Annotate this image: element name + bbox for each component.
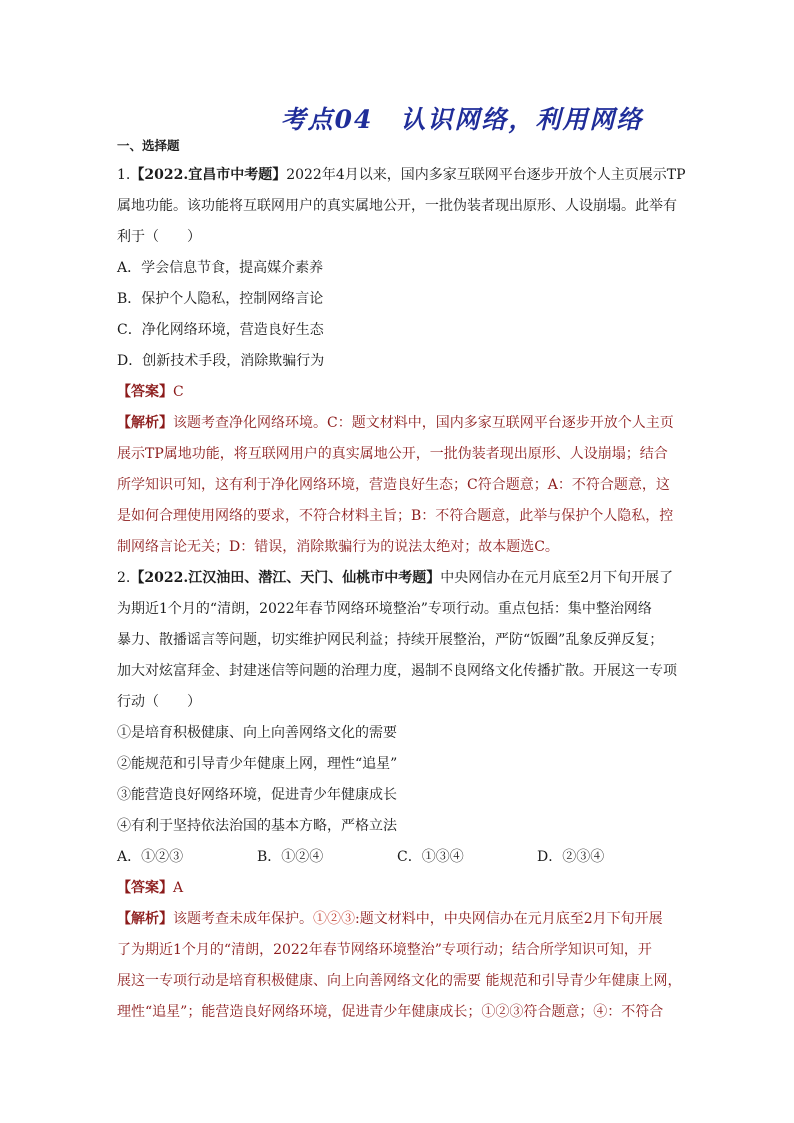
document-body [117,136,686,1028]
q2-options-row [117,842,677,873]
q2-option-c: C．①③④ [397,849,464,865]
q2-analysis-intro: 该题考查未成年保护。 [173,911,313,927]
q2-analysis-tag: 【解析】 [117,911,173,927]
section-heading: 一、选择题 [117,138,180,153]
q2-analysis-text-1: :题文材料中，中央网信办在元月底至2月下旬开展 [355,911,663,927]
q1-number: 1. [117,167,131,183]
q1-option-a: A．学会信息节食，提高媒介素养 [117,260,324,276]
q1-analysis-line-4: 是如何合理使用网络的要求，不符合材料主旨；B：不符合题意，此举与保护个人隐私，控 [117,508,674,524]
q2-stem-line-2: 为期近1个月的“清朗，2022年春节网络环境整治”专项行动。重点包括：集中整治网络 [117,601,652,617]
q2-item-4: ④有利于坚持依法治国的基本方略，严格立法 [117,818,397,834]
q2-stem-text-1: 中央网信办在元月底至2月下旬开展了 [440,570,674,586]
q2-item-3: ③能营造良好网络环境，促进青少年健康成长 [117,787,397,803]
q2-source: 【2022.江汉油田、潜江、天门、仙桃市中考题】 [130,570,441,586]
page-title: 考点04 认识网络，利用网络 [280,105,644,134]
q2-option-d: D．②③④ [537,849,605,865]
q1-option-c: C．净化网络环境，营造良好生态 [117,322,324,338]
q1-stem-text-1: 2022年4月以来，国内多家互联网平台逐步开放个人主页展示TP [286,167,686,183]
q2-analysis-line-2: 了为期近1个月的“清朗，2022年春节网络环境整治”专项行动；结合所学知识可知，开 [117,942,652,958]
q1-analysis-text-1: 该题考查净化网络环境。C：题文材料中，国内多家互联网平台逐步开放个人主页 [173,415,674,431]
q2-item-1: ①是培育积极健康、向上向善网络文化的需要 [117,725,397,741]
q1-analysis-line-3: 所学知识可知，这有利于净化网络环境，营造良好生态；C符合题意；A：不符合题意，这 [117,477,670,493]
q2-analysis-line-1 [117,904,677,935]
q1-source: 【2022.宜昌市中考题】 [130,167,287,183]
q1-option-b: B．保护个人隐私，控制网络言论 [117,291,324,307]
q1-answer [117,377,677,408]
q2-number: 2. [117,570,131,586]
q2-answer [117,873,677,904]
q2-stem-line-4: 加大对炫富拜金、封建迷信等问题的治理力度，遏制不良网络文化传播扩散。开展这一专项 [117,663,677,679]
q2-stem-line-3: 暴力、散播谣言等问题，切实维护网民利益；持续开展整治，严防“饭圈”乱象反弹反复； [117,632,664,648]
q1-analysis-tag: 【解析】 [117,415,173,431]
q1-stem-line-2: 属地功能。该功能将互联网用户的真实属地公开，一批伪装者现出原形、人设崩塌。此举有 [117,198,677,214]
q2-analysis-highlight: ①②③ [313,911,355,927]
q2-stem-line-5: 行动（ ） [117,694,201,710]
q2-analysis-line-3: 展这一专项行动是培育积极健康、向上向善网络文化的需要 能规范和引导青少年健康上网， [117,973,682,989]
q2-stem-line-1 [117,563,677,594]
q2-answer-value: A [173,880,184,896]
q2-answer-tag: 【答案】 [117,880,173,896]
q2-item-2: ②能规范和引导青少年健康上网，理性“追星” [117,756,398,772]
q1-stem-line-3: 利于（ ） [117,229,201,245]
q1-analysis-line-2: 展示TP属地功能，将互联网用户的真实属地公开，一批伪装者现出原形、人设崩塌；结合 [117,446,668,462]
q2-option-b: B．①②④ [257,849,324,865]
q2-option-a: A．①②③ [117,849,184,865]
q1-option-d: D．创新技术手段，消除欺骗行为 [117,353,325,369]
q1-answer-tag: 【答案】 [117,384,173,400]
q2-analysis-line-4: 理性“追星”；能营造良好网络环境，促进青少年健康成长；①②③符合题意；④：不符合 [117,1004,664,1020]
q1-analysis-line-1 [117,408,677,439]
q1-stem-line-1 [117,160,686,191]
q1-answer-value: C [173,384,184,400]
q1-analysis-line-5: 制网络言论无关；D：错误，消除欺骗行为的说法太绝对；故本题选C。 [117,539,559,555]
